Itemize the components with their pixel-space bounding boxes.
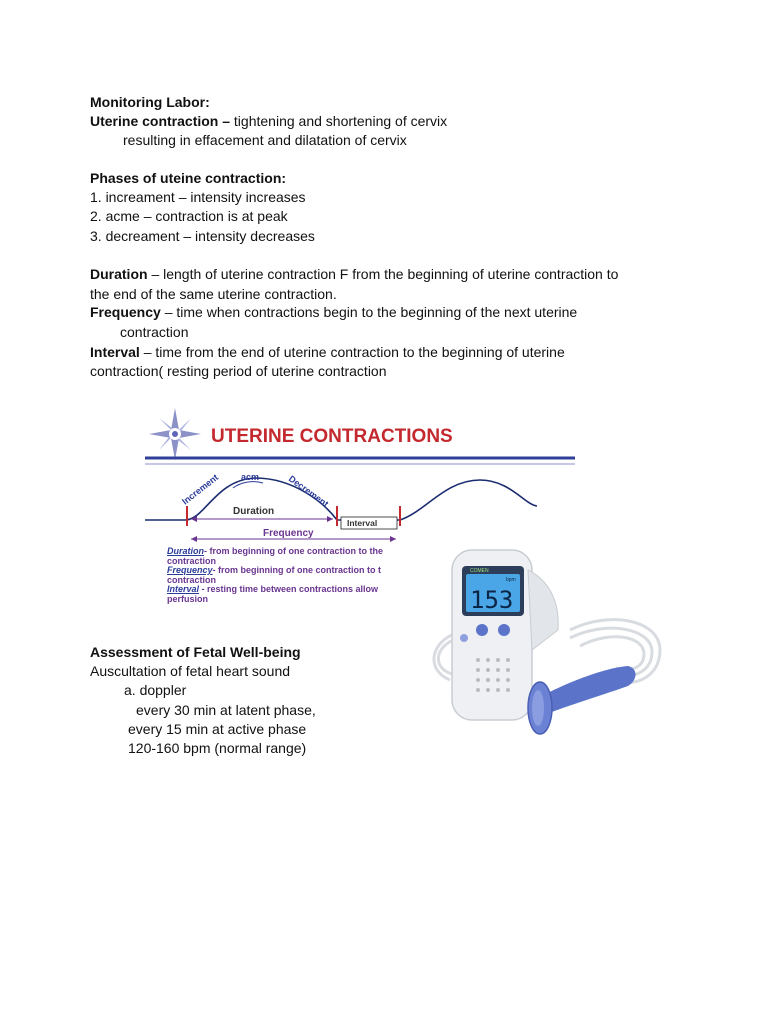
assessment-line4: every 15 min at active phase [128,721,307,737]
increment-label: Increment [180,472,221,507]
doppler-probe [528,666,636,734]
phase-item-3: 3. decreament – intensity decreases [90,228,315,244]
def-term: Interval [167,584,200,594]
figure-title: UTERINE CONTRACTIONS [211,426,453,447]
def-text: - resting time between contractions allow [199,584,379,594]
interval-line2: contraction( resting period of uterine contraction [90,363,387,379]
acm-label: acm [241,472,260,482]
phase-item-2: 2. acme – contraction is at peak [90,208,288,224]
device-side [528,570,558,650]
starburst-icon [149,408,201,460]
assessment-line2: a. doppler [124,682,187,698]
def-text: - from beginning of one contraction to the [204,546,383,556]
assessment-line3: every 30 min at latent phase, [136,702,316,718]
frequency-line1 [90,303,577,322]
interval-line1 [90,343,565,362]
frequency-def: – time when contractions begin to the beginning of the next uterine [160,304,578,320]
doppler-device-illustration [420,540,670,740]
def-text: contraction [167,574,217,585]
duration-line2: the end of the same uterine contraction. [90,286,337,302]
device-button-small [460,634,468,642]
doc-title: Monitoring Labor: [90,94,210,110]
uterine-contraction-line [90,112,447,131]
def-line [167,595,383,605]
def-text: perfusion [167,593,209,604]
device-button-left [476,624,488,636]
def-term: Frequency [167,565,213,575]
uterine-term: Uterine contraction – [90,113,234,129]
figure-definitions [167,547,383,604]
assessment-line1: Auscultation of fetal heart sound [90,663,291,679]
heart-rate-display: 153 [470,586,514,614]
duration-label: Duration [233,506,275,517]
interval-term: Interval [90,344,140,360]
phase-item-1: 1. increament – intensity increases [90,189,306,205]
phases-heading: Phases of uteine contraction: [90,170,287,186]
duration-def: – length of uterine contraction F from the beginning of uterine contraction to [147,266,619,282]
def-term: Duration [167,546,204,556]
device-button-right [498,624,510,636]
decrement-label: Decrement [286,473,331,509]
interval-def: – time from the end of uterine contraction to the beginning of uterine [139,344,565,360]
frequency-line2: contraction [120,324,189,340]
device-unit: bpm [506,577,516,583]
uterine-def1: tightening and shortening of cervix [233,113,448,129]
assessment-line5: 120-160 bpm (normal range) [128,740,307,756]
frequency-label: Frequency [263,528,314,539]
device-brand: COMEN [470,568,489,574]
duration-term: Duration [90,266,148,282]
duration-line1 [90,265,618,284]
frequency-term: Frequency [90,304,161,320]
def-text: contraction [167,555,217,566]
fetal-doppler-image [420,540,670,740]
assessment-heading: Assessment of Fetal Well-being [90,644,301,660]
uterine-def2: resulting in effacement and dilatation of cervix [123,132,407,148]
def-text: - from beginning of one contraction to t [212,565,381,575]
interval-label: Interval [347,518,378,528]
